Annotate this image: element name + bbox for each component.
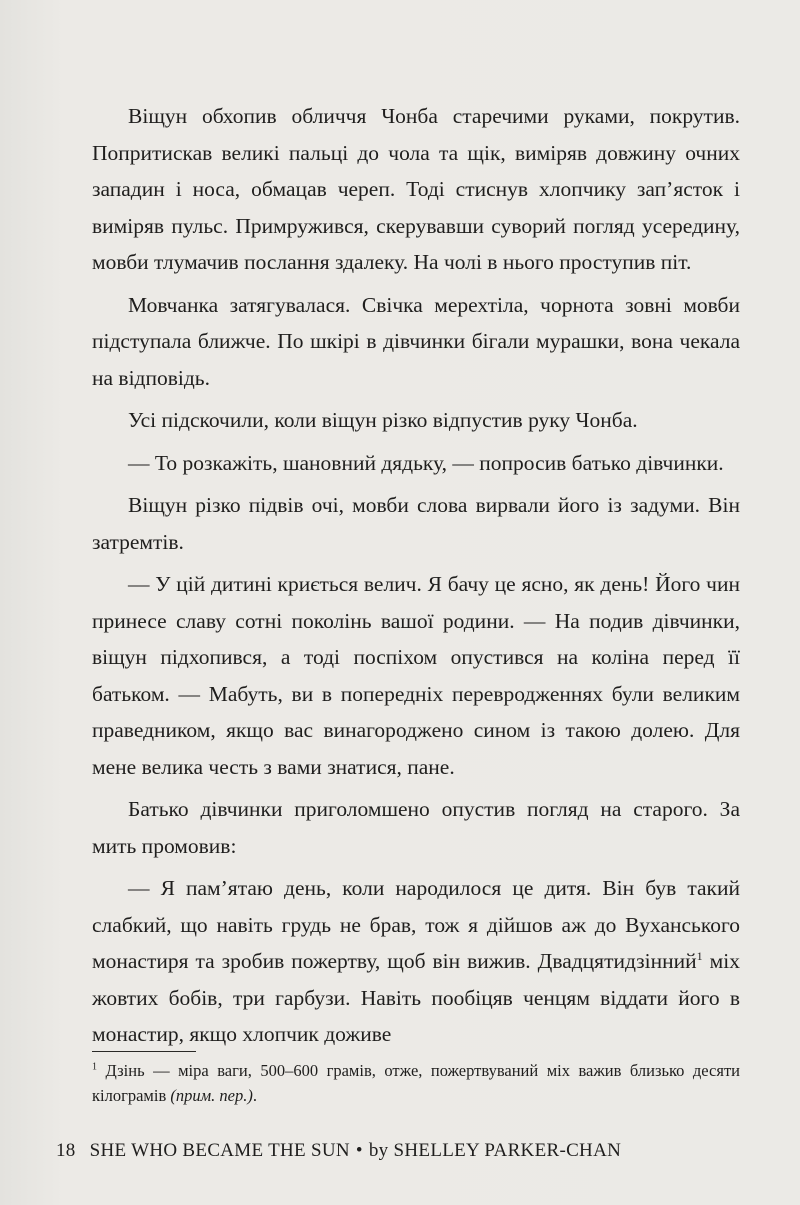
paragraph-5: Віщун різко підвів очі, мовби слова вирвали його із задуми. Він затремтів. xyxy=(92,493,740,554)
footnote-reference: 1 xyxy=(696,948,703,963)
footnote xyxy=(92,1058,740,1108)
paragraph-2: Мовчанка затягувалася. Свічка мерехтіла, чорнота зовні мовби підступала ближче. По шкірі в дівчинки бігали мурашки, вона чекала на відповідь. xyxy=(92,292,740,390)
footnote-tail: . xyxy=(252,1086,257,1105)
page-footer xyxy=(56,1138,746,1164)
footnote-text: Дзінь — міра ваги, 500–600 грамів, отже, пожертвуваний міх важив близько десяти кілограмів xyxy=(92,1061,740,1105)
author-name: SHELLEY PARKER-CHAN xyxy=(393,1140,622,1161)
paragraph-8-text-after: міх жовтих бобів, три гарбузи. Навіть пообіцяв ченцям віддати його в монастир, якщо хлопчик доживе xyxy=(92,949,740,1046)
paragraph-8-text-before: — Я пам’ятаю день, коли народилося це дитя. Він був такий слабкий, що навіть грудь не брав, тож я дійшов аж до Вуханського монастиря та зробив пожертву, щоб він вижив. Двадцятидзінний xyxy=(92,876,740,973)
paragraph-3: Усі підскочили, коли віщун різко відпустив руку Чонба. xyxy=(128,408,638,432)
footnote-mark: 1 xyxy=(92,1061,97,1073)
body-text xyxy=(92,98,740,1059)
paragraph-6: — У цій дитині криється велич. Я бачу це ясно, як день! Його чин принесе славу сотні поколінь вашої родини. — На подив дівчинки, віщун підхопився, а тоді поспіхом опустився на коліна перед її батьком. — Мабуть, ви в попередніх перевродженнях були великим праведником, якщо вас винагороджено сином із такою долею. Для мене велика честь з вами знатися, пане. xyxy=(92,572,740,779)
book-title: SHE WHO BECAME THE SUN xyxy=(89,1140,350,1161)
bullet-separator: • xyxy=(355,1140,363,1161)
paragraph-7: Батько дівчинки приголомшено опустив погляд на старого. За мить промовив: xyxy=(92,797,740,858)
page-number: 18 xyxy=(56,1140,76,1161)
by-word: by xyxy=(368,1140,389,1161)
paragraph-8 xyxy=(92,870,740,1053)
footnote-rule xyxy=(92,1051,196,1052)
paragraph-4: — То розкажіть, шановний дядьку, — попросив батько дівчинки. xyxy=(128,450,724,475)
translator-note: (прим. пер.) xyxy=(170,1086,253,1105)
paragraph-1: Віщун обхопив обличчя Чонба старечими руками, покрутив. Попритискав великі пальці до чола та щік, виміряв довжину очних западин і носа, обмацав череп. Тоді стиснув хлопчику зап’ясток і виміряв пульс. Примружився, скерувавши суворий погляд усередину, мовби тлумачив послання здалеку. На чолі в нього проступив піт. xyxy=(92,104,740,274)
